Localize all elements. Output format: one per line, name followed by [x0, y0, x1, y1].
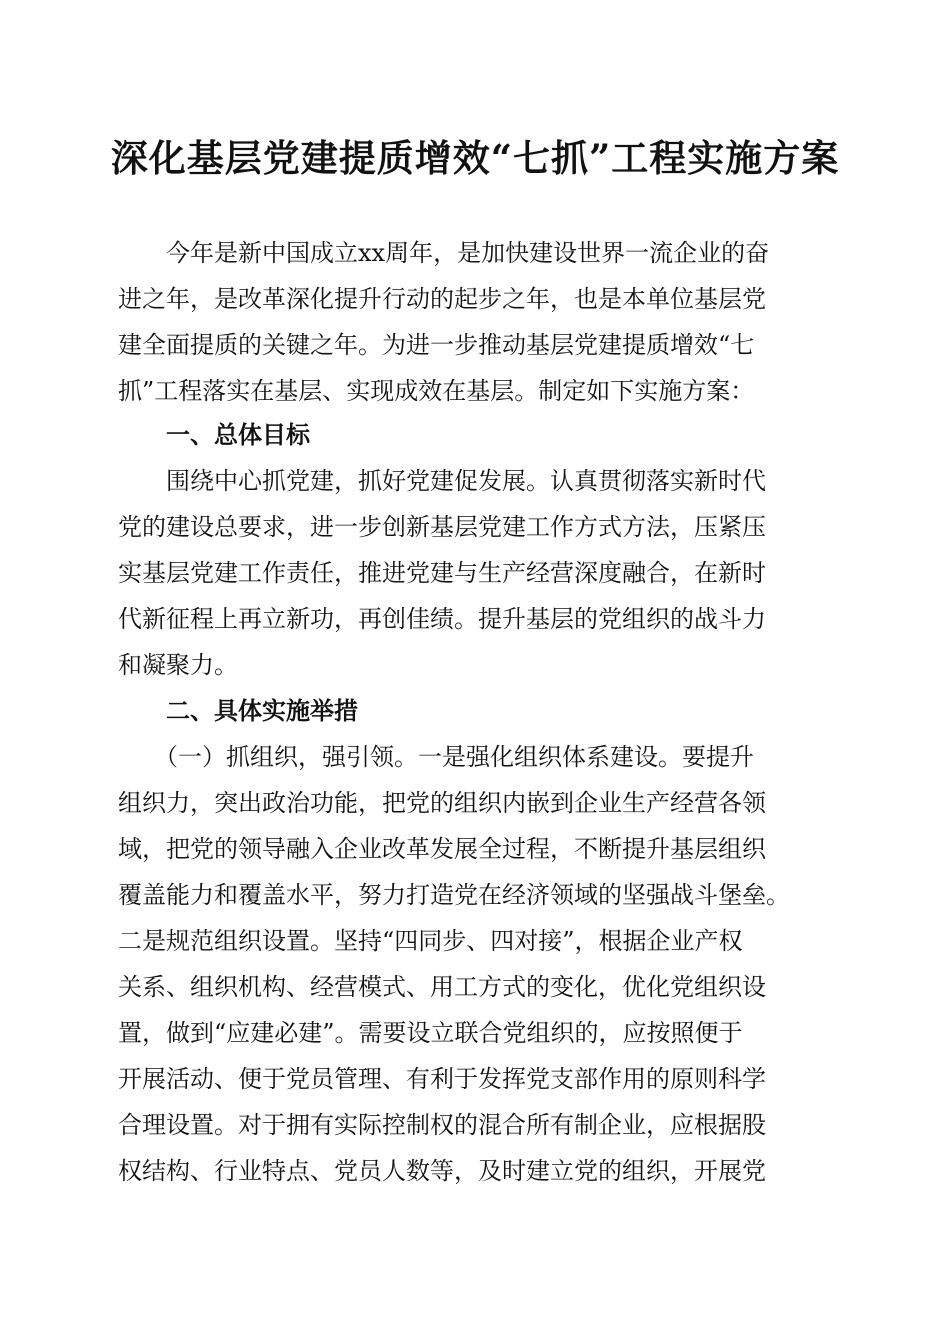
body-line: 二是规范组织设置。坚持“四同步、四对接”，根据企业产权	[118, 927, 743, 955]
body-line: 今年是新中国成立xx周年，是加快建设世界一流企业的奋	[118, 239, 770, 267]
document-title: 深化基层党建提质增效“七抓”工程实施方案	[110, 136, 840, 180]
body-line: 开展活动、便于党员管理、有利于发挥党支部作用的原则科学	[118, 1065, 766, 1093]
body-line: 和凝聚力。	[118, 651, 238, 679]
body-line: 代新征程上再立新功，再创佳绩。提升基层的党组织的战斗力	[118, 605, 766, 633]
body-line: （一）抓组织，强引领。一是强化组织体系建设。要提升	[118, 743, 754, 771]
body-line: 置，做到“应建必建”。需要设立联合党组织的，应按照便于	[118, 1019, 743, 1047]
section-heading-measures: 二、具体实施举措	[118, 697, 358, 725]
body-line: 权结构、行业特点、党员人数等，及时建立党的组织，开展党	[118, 1157, 766, 1185]
body-line: 域，把党的领导融入企业改革发展全过程，不断提升基层组织	[118, 835, 766, 863]
body-line: 抓”工程落实在基层、实现成效在基层。制定如下实施方案：	[118, 377, 755, 405]
body-line: 围绕中心抓党建，抓好党建促发展。认真贯彻落实新时代	[118, 467, 766, 495]
body-line: 覆盖能力和覆盖水平，努力打造党在经济领域的坚强战斗堡垒。	[118, 881, 790, 909]
body-line: 实基层党建工作责任，推进党建与生产经营深度融合，在新时	[118, 559, 766, 587]
body-line: 进之年，是改革深化提升行动的起步之年，也是本单位基层党	[118, 285, 766, 313]
section-heading-overall-goal: 一、总体目标	[118, 421, 310, 449]
body-line: 建全面提质的关键之年。为进一步推动基层党建提质增效“七	[118, 331, 755, 359]
body-line: 关系、组织机构、经营模式、用工方式的变化，优化党组织设	[118, 973, 766, 1001]
body-line: 合理设置。对于拥有实际控制权的混合所有制企业，应根据股	[118, 1111, 766, 1139]
body-line: 组织力，突出政治功能，把党的组织内嵌到企业生产经营各领	[118, 789, 766, 817]
body-line: 党的建设总要求，进一步创新基层党建工作方式方法，压紧压	[118, 513, 766, 541]
